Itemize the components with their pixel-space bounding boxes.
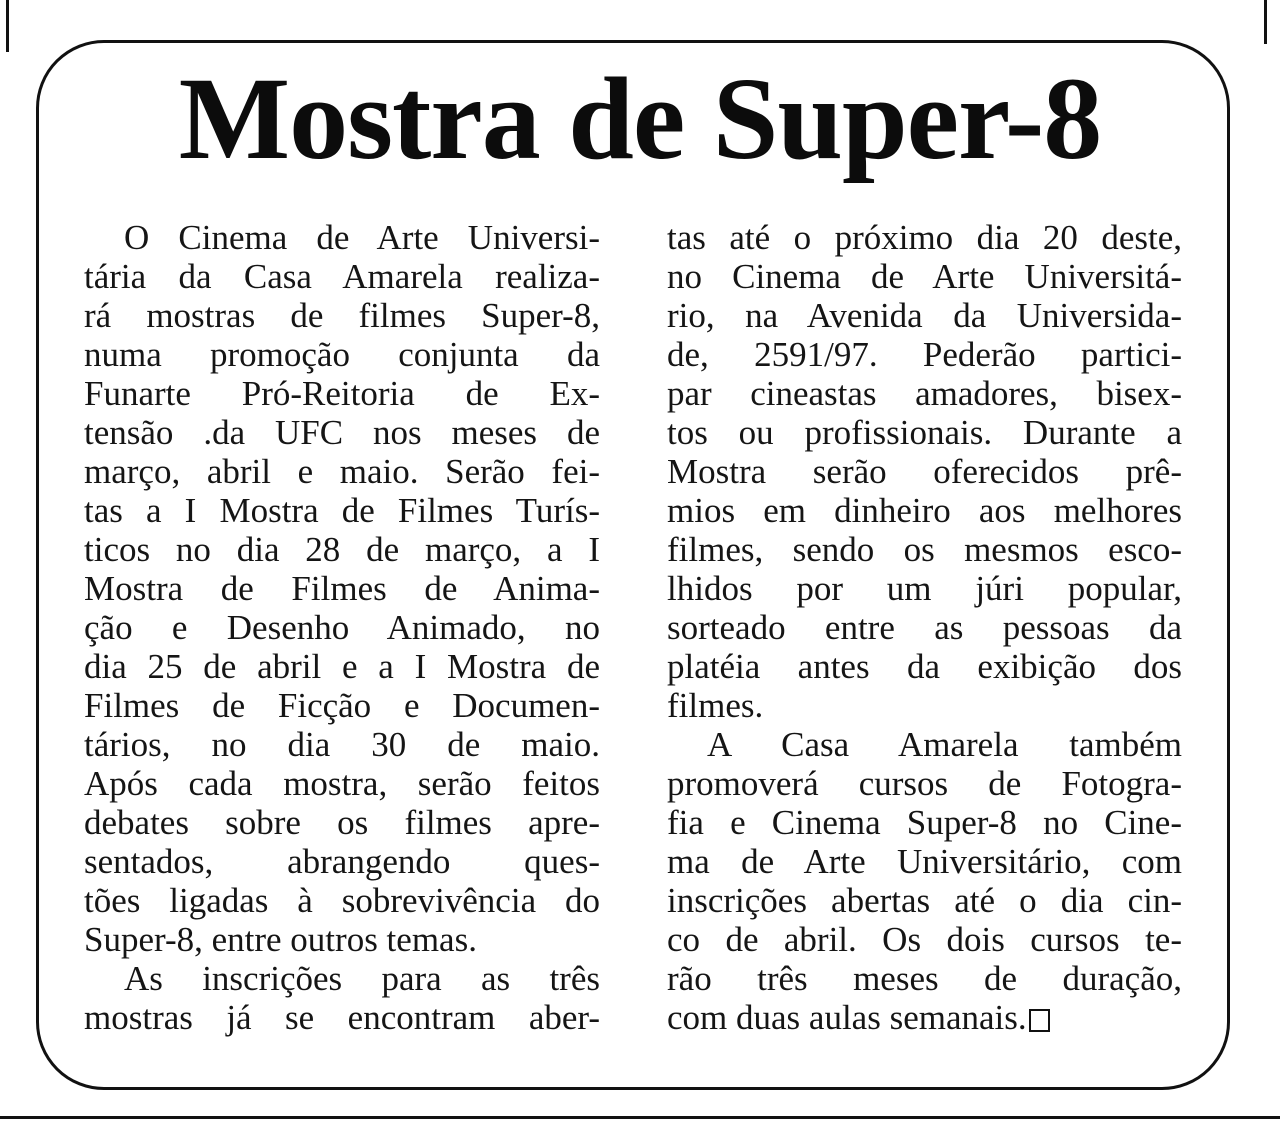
text-line: sorteado entre as pessoas da <box>667 608 1182 647</box>
text-line: co de abril. Os dois cursos te- <box>667 920 1182 959</box>
text-line: promoverá cursos de Fotogra- <box>667 764 1182 803</box>
text-line: Funarte Pró-Reitoria de Ex- <box>84 374 600 413</box>
text-line: tos ou profissionais. Durante a <box>667 413 1182 452</box>
text-line-final <box>667 998 1182 1037</box>
text-line: dia 25 de abril e a I Mostra de <box>84 647 600 686</box>
text-line: tas até o próximo dia 20 deste, <box>667 218 1182 257</box>
text-line: no Cinema de Arte Universitá- <box>667 257 1182 296</box>
text-line: rão três meses de duração, <box>667 959 1182 998</box>
text-line: debates sobre os filmes apre- <box>84 803 600 842</box>
text-line: lhidos por um júri popular, <box>667 569 1182 608</box>
text-line: sentados, abrangendo ques- <box>84 842 600 881</box>
text-line: ma de Arte Universitário, com <box>667 842 1182 881</box>
text-line: tensão .da UFC nos meses de <box>84 413 600 452</box>
article-headline: Mostra de Super-8 <box>178 53 1102 184</box>
text-line: filmes, sendo os mesmos esco- <box>667 530 1182 569</box>
text-line: fia e Cinema Super-8 no Cine- <box>667 803 1182 842</box>
text-line: numa promoção conjunta da <box>84 335 600 374</box>
text-line: As inscrições para as três <box>124 959 600 998</box>
text-line: ticos no dia 28 de março, a I <box>84 530 600 569</box>
page-bottom-rule <box>0 1116 1280 1119</box>
text-line: rá mostras de filmes Super-8, <box>84 296 600 335</box>
text-line: tários, no dia 30 de maio. <box>84 725 600 764</box>
text-line: Mostra de Filmes de Anima- <box>84 569 600 608</box>
article-column-right <box>667 218 1182 1037</box>
text-line: Mostra serão oferecidos prê- <box>667 452 1182 491</box>
text-line: filmes. <box>667 686 764 725</box>
article-column-left <box>84 218 600 1037</box>
text-line: Filmes de Ficção e Documen- <box>84 686 600 725</box>
text-line: março, abril e maio. Serão fei- <box>84 452 600 491</box>
text-line-final-text: com duas aulas semanais. <box>667 998 1027 1037</box>
text-line: tas a I Mostra de Filmes Turís- <box>84 491 600 530</box>
text-line: de, 2591/97. Pederão partici- <box>667 335 1182 374</box>
text-line: Após cada mostra, serão feitos <box>84 764 600 803</box>
text-line: par cineastas amadores, bisex- <box>667 374 1182 413</box>
text-line: platéia antes da exibição dos <box>667 647 1182 686</box>
text-line: tária da Casa Amarela realiza- <box>84 257 600 296</box>
text-line: mios em dinheiro aos melhores <box>667 491 1182 530</box>
crop-mark-top-right <box>1264 0 1267 44</box>
text-line: rio, na Avenida da Universida- <box>667 296 1182 335</box>
text-line: tões ligadas à sobrevivência do <box>84 881 600 920</box>
text-line: mostras já se encontram aber- <box>84 998 600 1037</box>
text-line: A Casa Amarela também <box>707 725 1182 764</box>
end-of-article-square-icon <box>1029 1009 1050 1032</box>
text-line: ção e Desenho Animado, no <box>84 608 600 647</box>
text-line: inscrições abertas até o dia cin- <box>667 881 1182 920</box>
text-line: Super-8, entre outros temas. <box>84 920 477 959</box>
text-line: O Cinema de Arte Universi- <box>124 218 600 257</box>
